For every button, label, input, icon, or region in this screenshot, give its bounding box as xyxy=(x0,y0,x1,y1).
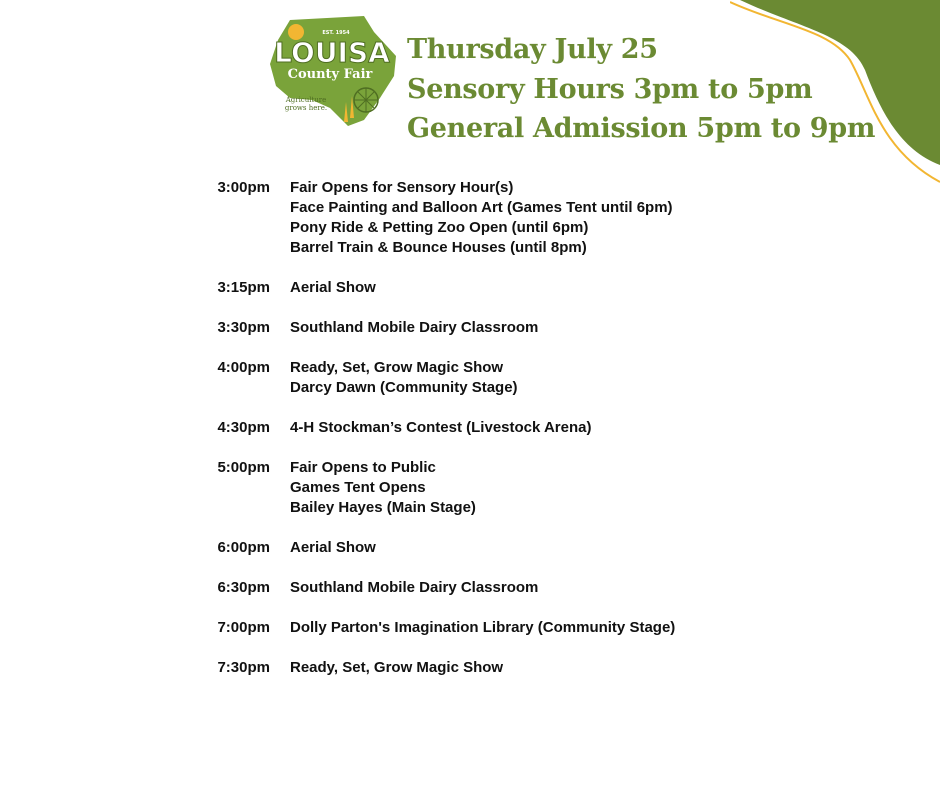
schedule-events xyxy=(290,578,940,598)
event-date: Thursday July 25 xyxy=(407,34,658,65)
schedule-event: Dolly Parton's Imagination Library (Community Stage) xyxy=(290,619,676,636)
schedule-time: 7:30pm xyxy=(217,659,270,676)
schedule-event: Barrel Train & Bounce Houses (until 8pm) xyxy=(290,239,587,256)
sensory-hours: Sensory Hours 3pm to 5pm xyxy=(407,73,813,105)
schedule-events xyxy=(290,538,940,558)
schedule-time: 3:15pm xyxy=(217,279,270,296)
schedule-event: Bailey Hayes (Main Stage) xyxy=(290,499,476,516)
schedule-event: Aerial Show xyxy=(290,539,376,556)
svg-text:EST. 1954: EST. 1954 xyxy=(322,30,350,36)
schedule-events xyxy=(290,178,940,258)
schedule-item xyxy=(0,358,940,398)
schedule-event: Southland Mobile Dairy Classroom xyxy=(290,319,539,336)
schedule-time: 6:30pm xyxy=(217,579,270,596)
schedule-event: Southland Mobile Dairy Classroom xyxy=(290,579,539,596)
schedule-time: 5:00pm xyxy=(217,459,270,476)
schedule-item xyxy=(0,178,940,258)
schedule-event: Face Painting and Balloon Art (Games Tent until 6pm) xyxy=(290,199,673,216)
schedule-time: 4:30pm xyxy=(217,419,270,436)
schedule-item xyxy=(0,318,940,338)
schedule-time: 3:30pm xyxy=(217,319,270,336)
schedule-item xyxy=(0,578,940,598)
schedule-item xyxy=(0,658,940,678)
schedule-event: Fair Opens to Public xyxy=(290,459,436,476)
svg-text:grows here.: grows here. xyxy=(284,104,328,112)
schedule-event: Aerial Show xyxy=(290,279,376,296)
schedule-item xyxy=(0,458,940,518)
svg-text:LOUISA: LOUISA xyxy=(274,36,390,69)
schedule-time: 3:00pm xyxy=(217,179,270,196)
schedule-event: Ready, Set, Grow Magic Show xyxy=(290,359,504,376)
event-header xyxy=(407,30,875,149)
schedule-item xyxy=(0,538,940,558)
schedule-item xyxy=(0,278,940,298)
schedule-events xyxy=(290,278,940,298)
schedule-list xyxy=(0,178,940,698)
schedule-events xyxy=(290,618,940,638)
schedule-event: Ready, Set, Grow Magic Show xyxy=(290,659,504,676)
schedule-time: 4:00pm xyxy=(217,359,270,376)
schedule-events xyxy=(290,658,940,678)
schedule-item xyxy=(0,418,940,438)
schedule-events xyxy=(290,318,940,338)
schedule-item xyxy=(0,618,940,638)
schedule-events xyxy=(290,418,940,438)
schedule-time: 6:00pm xyxy=(217,539,270,556)
schedule-events xyxy=(290,458,940,518)
schedule-event: Pony Ride & Petting Zoo Open (until 6pm) xyxy=(290,219,589,236)
schedule-event: 4-H Stockman’s Contest (Livestock Arena) xyxy=(290,419,592,436)
schedule-events xyxy=(290,358,940,398)
svg-text:Agriculture: Agriculture xyxy=(285,96,327,104)
schedule-time: 7:00pm xyxy=(217,619,270,636)
schedule-event: Fair Opens for Sensory Hour(s) xyxy=(290,179,514,196)
schedule-event: Games Tent Opens xyxy=(290,479,426,496)
louisa-county-fair-logo xyxy=(268,14,400,130)
general-admission: General Admission 5pm to 9pm xyxy=(407,113,876,144)
schedule-event: Darcy Dawn (Community Stage) xyxy=(290,379,518,396)
svg-text:County Fair: County Fair xyxy=(287,67,373,82)
